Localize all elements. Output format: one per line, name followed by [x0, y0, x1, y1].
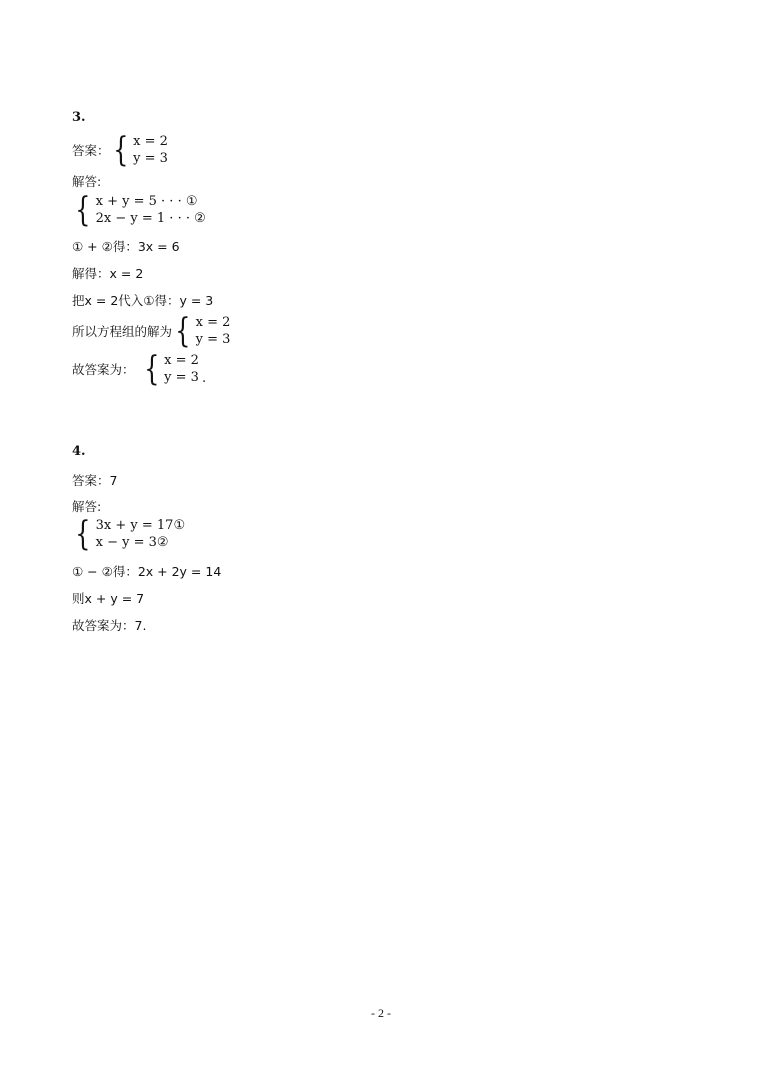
- q3-step1-line: [72, 237, 180, 255]
- q3-answer-system: [110, 130, 168, 170]
- q4-solution-label: 解答:: [72, 499, 102, 514]
- q3-step3-line: [72, 291, 213, 309]
- q4-answer: 答案：7: [72, 473, 118, 488]
- q4-answer-line: [72, 471, 117, 489]
- q3-step2-line: [72, 264, 143, 282]
- q3-answer-label: 答案：: [72, 143, 110, 158]
- q3-final-label: 故答案为：: [72, 362, 135, 377]
- q3-answer-line: [72, 130, 168, 170]
- q3-number: 3.: [72, 110, 86, 125]
- q4-number: 4.: [72, 444, 86, 459]
- q3-system-line: [72, 190, 206, 230]
- q3-step2: 解得：x = 2: [72, 266, 144, 281]
- question-4-number: [72, 444, 86, 459]
- q3-solution-label: 解答:: [72, 174, 102, 189]
- q3-conclusion-system: [172, 311, 231, 351]
- q4-step2: 则x + y = 7: [72, 591, 145, 606]
- page-number: - 2 -: [371, 1006, 391, 1020]
- q3-step1: ① + ②得：3x = 6: [72, 239, 180, 254]
- q3-conclusion-label: 所以方程组的解为: [72, 324, 173, 339]
- q3-equation-system: [72, 190, 206, 230]
- q4-final-line: [72, 616, 146, 634]
- q4-final: 故答案为：7.: [72, 618, 147, 633]
- q3-final-system: [141, 349, 199, 389]
- q4-step2-line: [72, 589, 144, 607]
- q3-conclusion-row-1: x = 2: [195, 315, 231, 330]
- q4-equation-system: [72, 514, 186, 554]
- q4-step1: ① − ②得：2x + 2y = 14: [72, 564, 222, 579]
- q3-final-row-1: x = 2: [164, 353, 199, 368]
- q4-equation-1: 3x + y = 17①: [95, 518, 186, 533]
- q3-solution-label-line: [72, 172, 101, 190]
- q3-final-period: .: [201, 371, 207, 386]
- q4-step1-line: [72, 562, 221, 580]
- brace-icon: {: [75, 514, 91, 554]
- q3-conclusion-line: [72, 311, 231, 351]
- q4-system-line: [72, 514, 186, 554]
- q3-conclusion-row-2: y = 3: [195, 332, 231, 347]
- brace-icon: {: [175, 311, 191, 351]
- question-3-number: [72, 110, 86, 125]
- q3-equation-2: 2x − y = 1 · · · ②: [95, 211, 206, 226]
- q3-answer-row-2: y = 3: [133, 151, 168, 166]
- brace-icon: {: [75, 190, 91, 230]
- brace-icon: {: [112, 130, 128, 170]
- q3-equation-1: x + y = 5 · · · ①: [95, 194, 198, 209]
- q3-step3: 把x = 2代入①得：y = 3: [72, 293, 214, 308]
- q3-answer-row-1: x = 2: [133, 134, 168, 149]
- q3-final-line: [72, 349, 207, 389]
- q4-equation-2: x − y = 3②: [95, 535, 169, 550]
- q4-solution-label-line: [72, 497, 101, 515]
- brace-icon: {: [143, 349, 159, 389]
- q3-final-row-2: y = 3: [164, 370, 199, 385]
